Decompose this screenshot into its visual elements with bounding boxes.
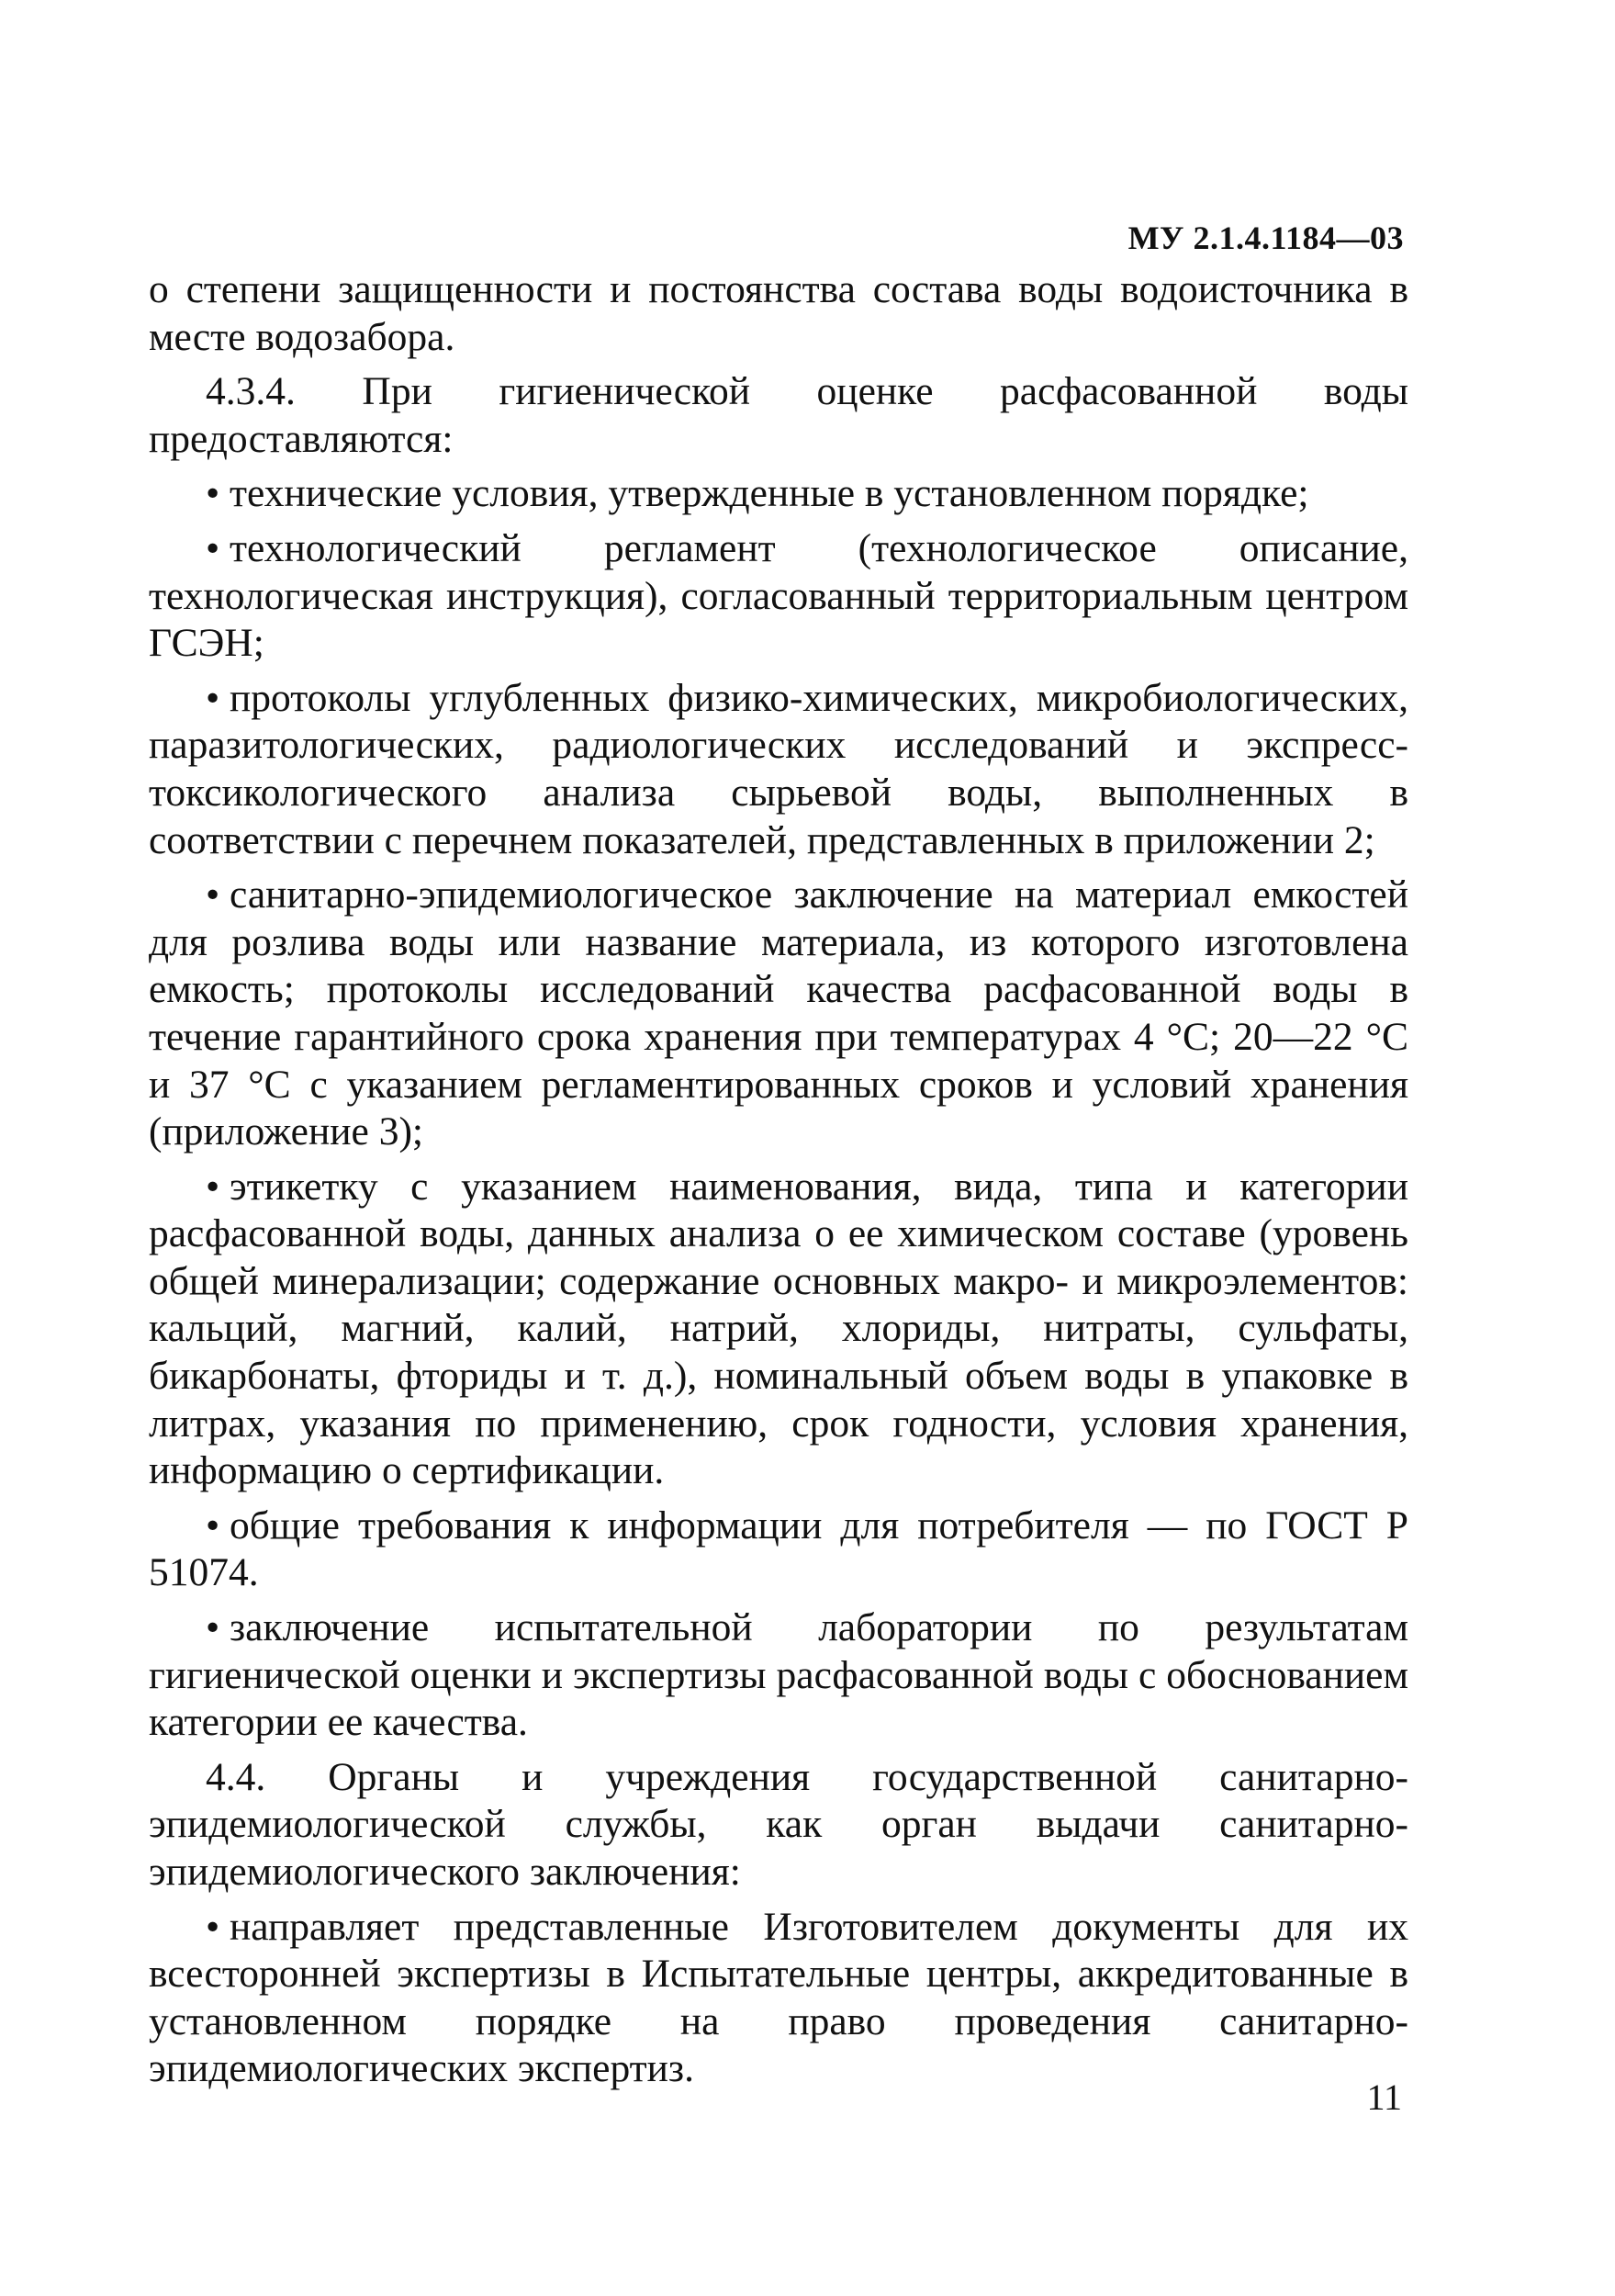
paragraph-intro: о степени защищенности и постоянства состава воды водоисточника в месте водозабора.: [149, 267, 1408, 359]
list-item-text: этикетку с указанием наименования, вида, типа и категории расфасованной воды, данных анализа о ее химическом составе (уровень общей минерализации; содержание основных макро- и микроэлементов: кальций, магний, калий, натрий, хлориды, нитраты, сульфаты, бикарбонаты, фториды и т. д.), номинальный объем воды в упаковке в литрах, указания по применению, срок годности, условия хранения, информацию о сертификации.: [149, 1164, 1408, 1493]
page-number: 11: [1366, 2077, 1402, 2118]
list-item-text: технологический регламент (технологическое описание, технологическая инструкция), согласованный территориальным центром ГСЭН;: [149, 525, 1408, 666]
bullet-icon: •: [206, 1904, 220, 1949]
list-item-text: протоколы углубленных физико-химических, микробиологических, паразитологических, радиологических исследований и экспресс-токсикологического анализа сырьевой воды, выполненных в соответствии с перечнем показателей, представленных в приложении 2;: [149, 675, 1408, 862]
bullet-icon: •: [206, 1164, 220, 1209]
paragraph-4-4: 4.4. Органы и учреждения государственной санитарно-эпидемиологической службы, как орган выдачи санитарно-эпидемиологического заключения:: [149, 1754, 1408, 1894]
list-item: [149, 1503, 1408, 1597]
body-text: [149, 266, 1408, 2093]
list-item-text: заключение испытательной лаборатории по результатам гигиенической оценки и экспертизы расфасованной воды с обоснованием категории ее качества.: [149, 1605, 1408, 1745]
bullet-icon: •: [206, 1503, 220, 1548]
list-item: [149, 872, 1408, 1156]
document-code-header: МУ 2.1.4.1184—03: [1127, 219, 1404, 256]
list-item: [149, 675, 1408, 864]
list-item: [149, 470, 1408, 518]
list-item: [149, 1904, 1408, 2093]
bullet-icon: •: [206, 525, 220, 570]
list-item-text: санитарно-эпидемиологическое заключение на материал емкостей для розлива воды или название материала, из которого изготовлена емкость; протоколы исследований качества расфасованной воды в течение гарантийного срока хранения при температурах 4 °С; 20—22 °С и 37 °С с указанием регламентированных сроков и условий хранения (приложение 3);: [149, 872, 1408, 1154]
paragraph-4-3-4: 4.3.4. При гигиенической оценке расфасованной воды предоставляются:: [149, 369, 1408, 461]
list-item-text: направляет представленные Изготовителем документы для их всесторонней экспертизы в Испытательные центры, аккредитованные в установленном порядке на право проведения санитарно-эпидемиологических экспертиз.: [149, 1904, 1408, 2091]
bullet-icon: •: [206, 471, 220, 516]
list-item-text: общие требования к информации для потребителя — по ГОСТ Р 51074.: [149, 1503, 1408, 1595]
bullet-icon: •: [206, 675, 220, 720]
list-item: [149, 1604, 1408, 1747]
list-item-text: технические условия, утвержденные в установленном порядке;: [230, 471, 1309, 516]
bullet-icon: •: [206, 1605, 220, 1650]
list-item: [149, 525, 1408, 668]
bullet-icon: •: [206, 872, 220, 917]
list-item: [149, 1164, 1408, 1495]
